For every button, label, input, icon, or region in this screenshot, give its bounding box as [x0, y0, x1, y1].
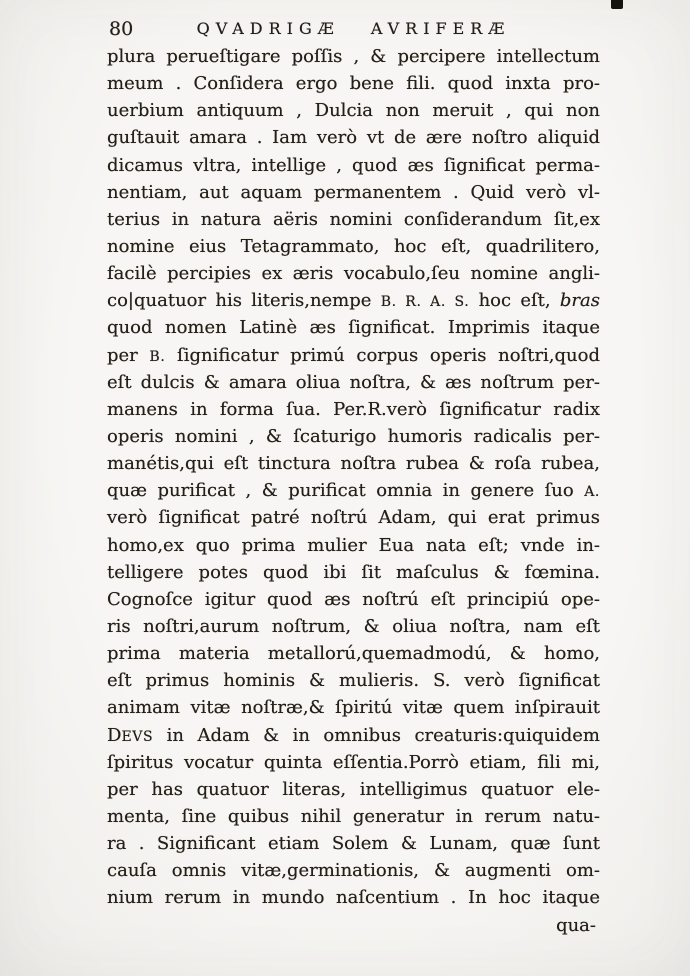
text-line — [107, 152, 600, 179]
text-segment-italic: bras — [559, 290, 600, 312]
page-number: 80 — [109, 18, 134, 40]
text-segment: cauſa omnis vitæ,germinationis, & augmenti om- — [107, 860, 600, 882]
running-header — [107, 16, 600, 42]
text-line — [107, 803, 600, 830]
text-segment: terius in natura aëris nomini conſiderandum ſit,ex — [107, 208, 600, 230]
text-line — [107, 613, 600, 640]
text-line — [107, 559, 600, 586]
text-segment: homo,ex quo prima mulier Eua nata eſt; vnde in- — [107, 534, 600, 556]
text-segment: co|quatuor his literis,nempe — [107, 290, 381, 312]
text-segment: Cognoſce igitur quod æs noſtrú eſt principiú ope- — [107, 588, 600, 610]
text-line — [107, 776, 600, 803]
text-line — [107, 722, 600, 749]
text-line — [107, 97, 600, 124]
text-segment: facilè percipies ex æris vocabulo,ſeu nomine angli- — [107, 263, 600, 285]
text-segment: manens in forma ſua. Per.R.verò ſignificatur radix — [107, 398, 600, 420]
text-line — [107, 423, 600, 450]
text-segment: ſpiritus vocatur quinta eſſentia.Porrò etiam, fili mi, — [107, 751, 600, 773]
text-segment: manétis,qui eſt tinctura noſtra rubea & roſa rubea, — [107, 453, 600, 475]
text-line — [107, 369, 600, 396]
text-segment: dicamus vltra, intellige , quod æs ſignificat perma- — [107, 154, 600, 176]
text-line — [107, 70, 600, 97]
text-line — [107, 206, 600, 233]
text-block — [107, 43, 600, 939]
text-segment: meum . Conſidera ergo bene fili. quod inxta pro- — [107, 73, 600, 95]
text-line — [107, 43, 600, 70]
scan-artifact-mark — [611, 0, 623, 9]
text-line — [107, 124, 600, 151]
running-header-title: QVADRIGÆ AVRIFERÆ — [196, 19, 511, 38]
text-segment: eſt primus hominis & mulieris. S. verò ſignificat — [107, 670, 600, 692]
text-segment: nium rerum in mundo naſcentium . In hoc itaque — [107, 887, 600, 909]
text-segment: nentiam, aut aquam permanentem . Quid verò vl- — [107, 181, 600, 203]
text-segment: in Adam & in omnibus creaturis:quiquidem — [153, 724, 600, 746]
text-line — [107, 694, 600, 721]
text-segment: ra . Significant etiam Solem & Lunam, quæ ſunt — [107, 833, 600, 855]
text-line — [107, 504, 600, 531]
text-line — [107, 396, 600, 423]
text-segment: quæ purificat , & purificat omnia in genere ſuo — [107, 480, 585, 502]
text-segment: per — [107, 344, 150, 366]
text-line — [107, 749, 600, 776]
text-segment: eſt dulcis & amara oliua noſtra, & æs noſtrum per- — [107, 371, 600, 393]
text-segment: operis nomini , & ſcaturigo humoris radicalis per- — [107, 425, 600, 447]
text-segment: uerbium antiquum , Dulcia non meruit , qui non — [107, 100, 600, 122]
text-segment: verò ſignificat patré noſtrú Adam, qui erat primus — [107, 507, 600, 529]
text-segment-smallcaps: EVS — [121, 728, 154, 745]
text-line — [107, 287, 600, 314]
text-segment: D — [107, 724, 122, 746]
text-segment-smallcaps: B. R. A. S. — [380, 294, 470, 311]
text-segment: ris noſtri,aurum noſtrum, & oliua noſtra, nam eſt — [107, 615, 600, 637]
text-segment-smallcaps: B. — [149, 348, 166, 365]
text-line — [107, 342, 600, 369]
text-segment: telligere potes quod ibi ſit maſculus & fœmina. — [107, 561, 600, 583]
text-line — [107, 260, 600, 287]
text-line — [107, 640, 600, 667]
text-line — [107, 532, 600, 559]
text-line — [107, 450, 600, 477]
text-line — [107, 233, 600, 260]
text-segment: guſtauit amara . Iam verò vt de ære noſtro aliquid — [107, 127, 600, 149]
text-line — [107, 857, 600, 884]
text-segment: nomine eius Tetagrammato, hoc eſt, quadrilitero, — [107, 235, 600, 257]
text-segment: animam vitæ noſtræ,& ſpiritú vitæ quem inſpirauit — [107, 697, 600, 719]
text-line — [107, 884, 600, 911]
text-segment: ſignificatur primú corpus operis noſtri,quod — [165, 344, 600, 366]
text-line — [107, 477, 600, 504]
text-segment-smallcaps: A. — [584, 484, 600, 501]
text-line — [107, 314, 600, 341]
text-line — [107, 667, 600, 694]
text-segment: plura perueſtigare poſſis , & percipere intellectum — [107, 46, 600, 67]
catchword: qua- — [556, 914, 596, 936]
text-segment: quod nomen Latinè æs ſignificat. Imprimis itaque — [107, 317, 600, 339]
text-line — [107, 586, 600, 613]
text-segment: prima materia metallorú,quemadmodú, & homo, — [107, 643, 600, 665]
text-segment: menta, ſine quibus nihil generatur in rerum natu- — [107, 805, 600, 827]
text-segment: hoc eſt, — [469, 290, 560, 312]
text-line — [107, 179, 600, 206]
text-segment: per has quatuor literas, intelligimus quatuor ele- — [107, 778, 600, 800]
text-line — [107, 830, 600, 857]
